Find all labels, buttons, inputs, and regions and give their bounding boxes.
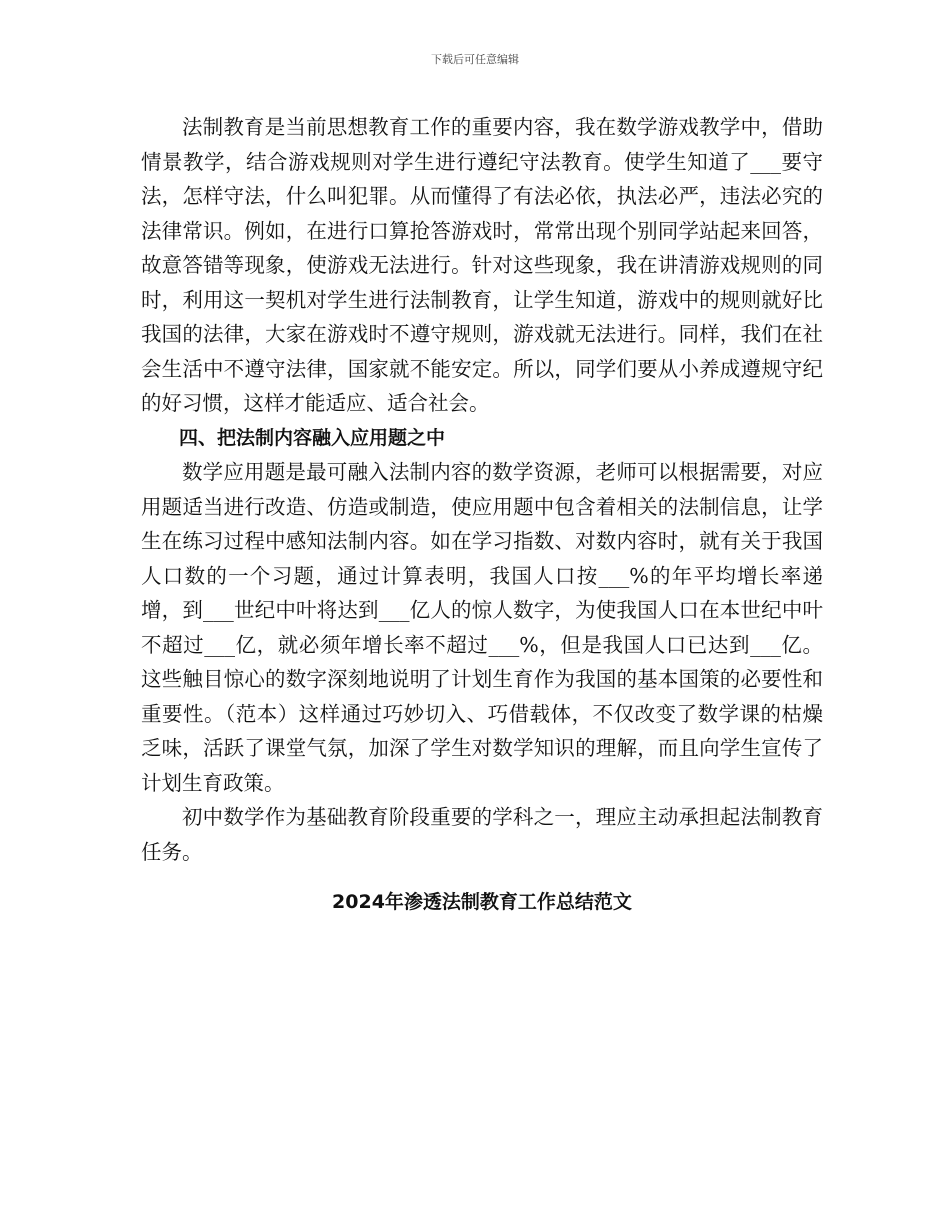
body-paragraph-conclusion: 初中数学作为基础教育阶段重要的学科之一，理应主动承担起法制教育任务。	[141, 805, 823, 864]
section-heading: 四、把法制内容融入应用题之中	[179, 426, 446, 449]
body-paragraph-legal-education-games: 法制教育是当前思想教育工作的重要内容，我在数学游戏教学中，借助情景教学，结合游戏规则对学生进行遵纪守法教育。使学生知道了___要守法，怎样守法，什么叫犯罪。从而懂得了有法必依，执法必严，违法必究的法律常识。例如，在进行口算抢答游戏时，常常出现个别同学站起来回答，故意答错等现象，使游戏无法进行。针对这些现象，我在讲清游戏规则的同时，利用这一契机对学生进行法制教育，让学生知道，游戏中的规则就好比我国的法律，大家在游戏时不遵守规则，游戏就无法进行。同样，我们在社会生活中不遵守法律，国家就不能安定。所以，同学们要从小养成遵规守纪的好习惯，这样才能适应、适合社会。	[141, 115, 823, 415]
body-paragraph-word-problems: 数学应用题是最可融入法制内容的数学资源，老师可以根据需要，对应用题适当进行改造、仿造或制造，使应用题中包含着相关的法制信息，让学生在练习过程中感知法制内容。如在学习指数、对数内容时，就有关于我国人口数的一个习题，通过计算表明，我国人口按___%的年平均增长率递增，到___世纪中叶将达到___亿人的惊人数字，为使我国人口在本世纪中叶不超过___亿，就必须年增长率不超过___%，但是我国人口已达到___亿。这些触目惊心的数字深刻地说明了计划生育作为我国的基本国策的必要性和重要性。（范本）这样通过巧妙切入、巧借载体，不仅改变了数学课的枯燥乏味，活跃了课堂气氛，加深了学生对数学知识的理解，而且向学生宣传了计划生育政策。	[141, 460, 823, 795]
page-header-note: 下载后可任意编辑	[431, 53, 519, 66]
document-body	[141, 110, 823, 920]
next-document-title: 2024年渗透法制教育工作总结范文	[332, 891, 632, 913]
